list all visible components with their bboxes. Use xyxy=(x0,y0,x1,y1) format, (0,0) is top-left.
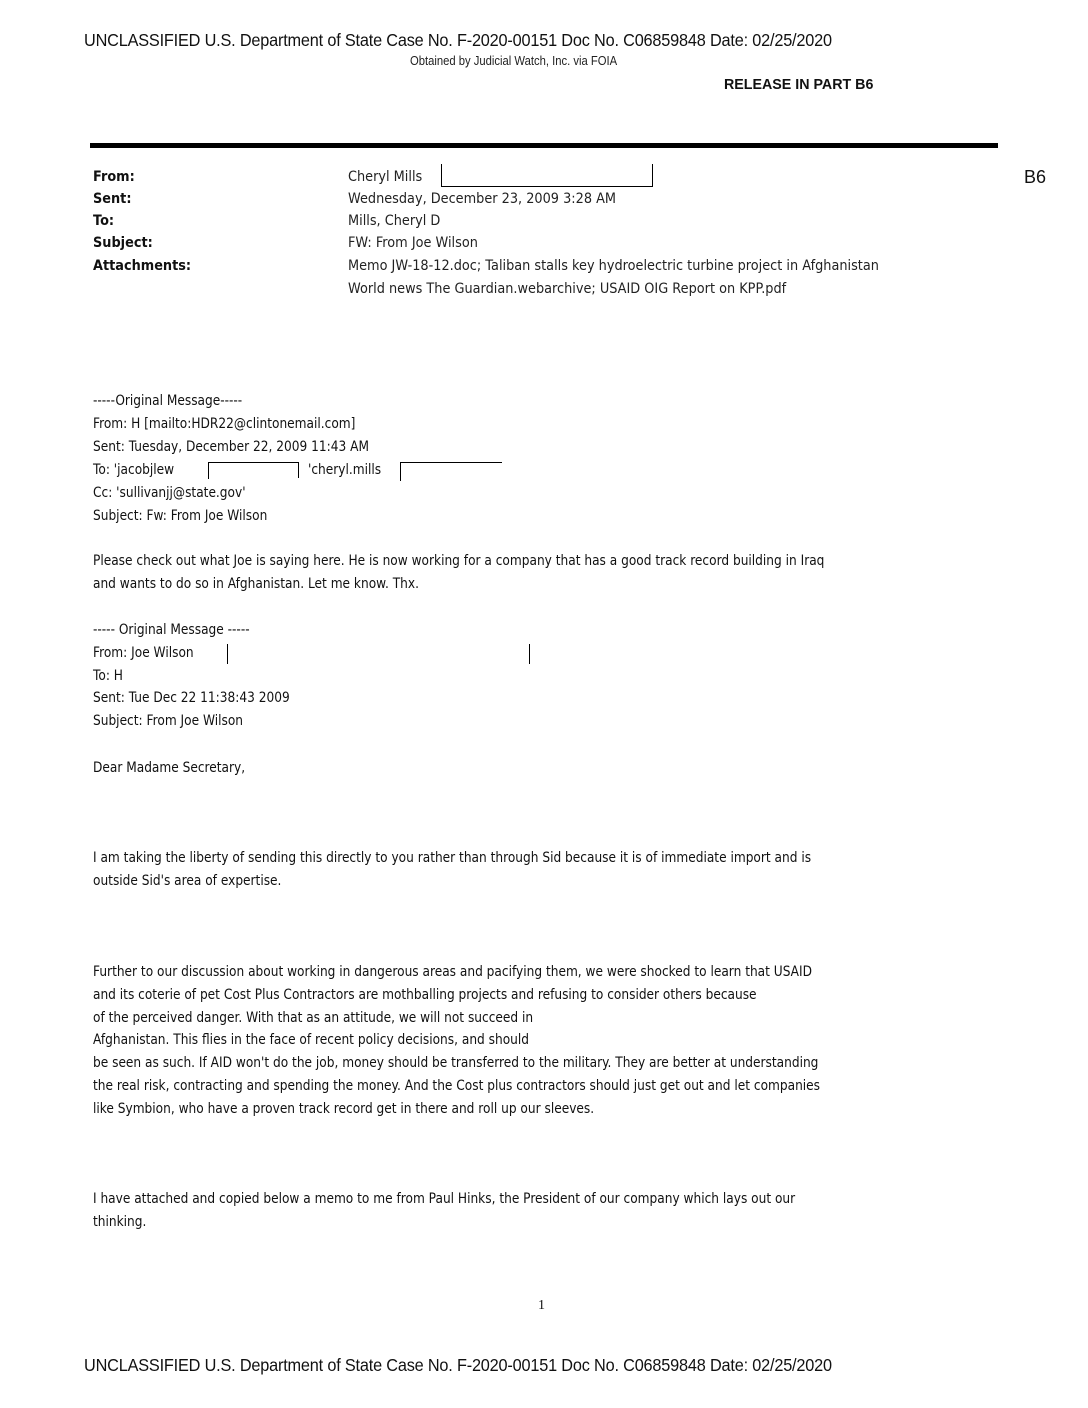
redaction-edge xyxy=(298,462,299,478)
forward1-to-mid: 'cheryl.mills xyxy=(308,462,382,478)
redaction-edge xyxy=(227,644,228,664)
redaction-edge xyxy=(529,644,530,664)
subject-value: FW: From Joe Wilson xyxy=(348,235,478,251)
classification-banner-top: UNCLASSIFIED U.S. Department of State Case No. F-2020-00151 Doc No. C06859848 Date: 02/25/2020 xyxy=(84,30,832,50)
page-number: 1 xyxy=(538,1298,545,1313)
paragraph-line: I am taking the liberty of sending this directly to you rather than through Sid because it is of immediate import and is xyxy=(93,850,812,866)
to-value: Mills, Cheryl D xyxy=(348,213,441,229)
paragraph-line: and its coterie of pet Cost Plus Contractors are mothballing projects and refusing to consider others because xyxy=(93,987,757,1003)
release-status: RELEASE IN PART B6 xyxy=(724,76,874,93)
original-message-separator: -----Original Message----- xyxy=(93,393,243,409)
attachments-line-1: Memo JW-18-12.doc; Taliban stalls key hydroelectric turbine project in Afghanistan xyxy=(348,258,879,274)
paragraph-line: of the perceived danger. With that as an attitude, we will not succeed in xyxy=(93,1010,534,1026)
attachments-label: Attachments: xyxy=(93,258,192,274)
paragraph-line: thinking. xyxy=(93,1214,147,1230)
header-divider xyxy=(90,143,998,148)
forward2-to: To: H xyxy=(93,668,123,684)
redaction-box xyxy=(208,462,299,479)
paragraph-line: outside Sid's area of expertise. xyxy=(93,873,282,889)
from-value: Cheryl Mills xyxy=(348,169,423,185)
forward2-sent: Sent: Tue Dec 22 11:38:43 2009 xyxy=(93,690,290,706)
attachments-line-2: World news The Guardian.webarchive; USAID OIG Report on KPP.pdf xyxy=(348,281,787,297)
subject-label: Subject: xyxy=(93,235,153,251)
paragraph-line: like Symbion, who have a proven track record get in there and roll up our sleeves. xyxy=(93,1101,595,1117)
forward1-body-line: and wants to do so in Afghanistan. Let me know. Thx. xyxy=(93,576,419,592)
forward1-from: From: H [mailto:HDR22@clintonemail.com] xyxy=(93,416,356,432)
forward1-sent: Sent: Tuesday, December 22, 2009 11:43 AM xyxy=(93,439,369,455)
paragraph-line: be seen as such. If AID won't do the job, money should be transferred to the military. They are better at understanding xyxy=(93,1055,819,1071)
forward1-body-line: Please check out what Joe is saying here. He is now working for a company that has a good track record building in Iraq xyxy=(93,553,825,569)
paragraph-line: Afghanistan. This flies in the face of recent policy decisions, and should xyxy=(93,1032,530,1048)
redaction-box xyxy=(400,462,502,481)
to-label: To: xyxy=(93,213,115,229)
from-label: From: xyxy=(93,169,135,185)
classification-banner-bottom: UNCLASSIFIED U.S. Department of State Case No. F-2020-00151 Doc No. C06859848 Date: 02/25/2020 xyxy=(84,1355,832,1375)
sent-value: Wednesday, December 23, 2009 3:28 AM xyxy=(348,191,617,207)
original-message-separator: ----- Original Message ----- xyxy=(93,622,250,638)
forward2-subject: Subject: From Joe Wilson xyxy=(93,713,244,729)
paragraph-line: Further to our discussion about working in dangerous areas and pacifying them, we were shocked to learn that USAID xyxy=(93,964,812,980)
forward1-subject: Subject: Fw: From Joe Wilson xyxy=(93,508,268,524)
letter-greeting: Dear Madame Secretary, xyxy=(93,760,246,776)
forward1-to-prefix: To: 'jacobjlew xyxy=(93,462,175,478)
forward1-cc: Cc: 'sullivanjj@state.gov' xyxy=(93,485,246,501)
exemption-code-b6: B6 xyxy=(1024,167,1047,187)
paragraph-line: I have attached and copied below a memo to me from Paul Hinks, the President of our company which lays out our xyxy=(93,1191,796,1207)
sent-label: Sent: xyxy=(93,191,132,207)
paragraph-line: the real risk, contracting and spending the money. And the Cost plus contractors should just get out and let companies xyxy=(93,1078,821,1094)
forward2-from: From: Joe Wilson xyxy=(93,645,194,661)
redaction-box xyxy=(441,164,653,187)
foia-watermark: Obtained by Judicial Watch, Inc. via FOIA xyxy=(410,54,618,68)
